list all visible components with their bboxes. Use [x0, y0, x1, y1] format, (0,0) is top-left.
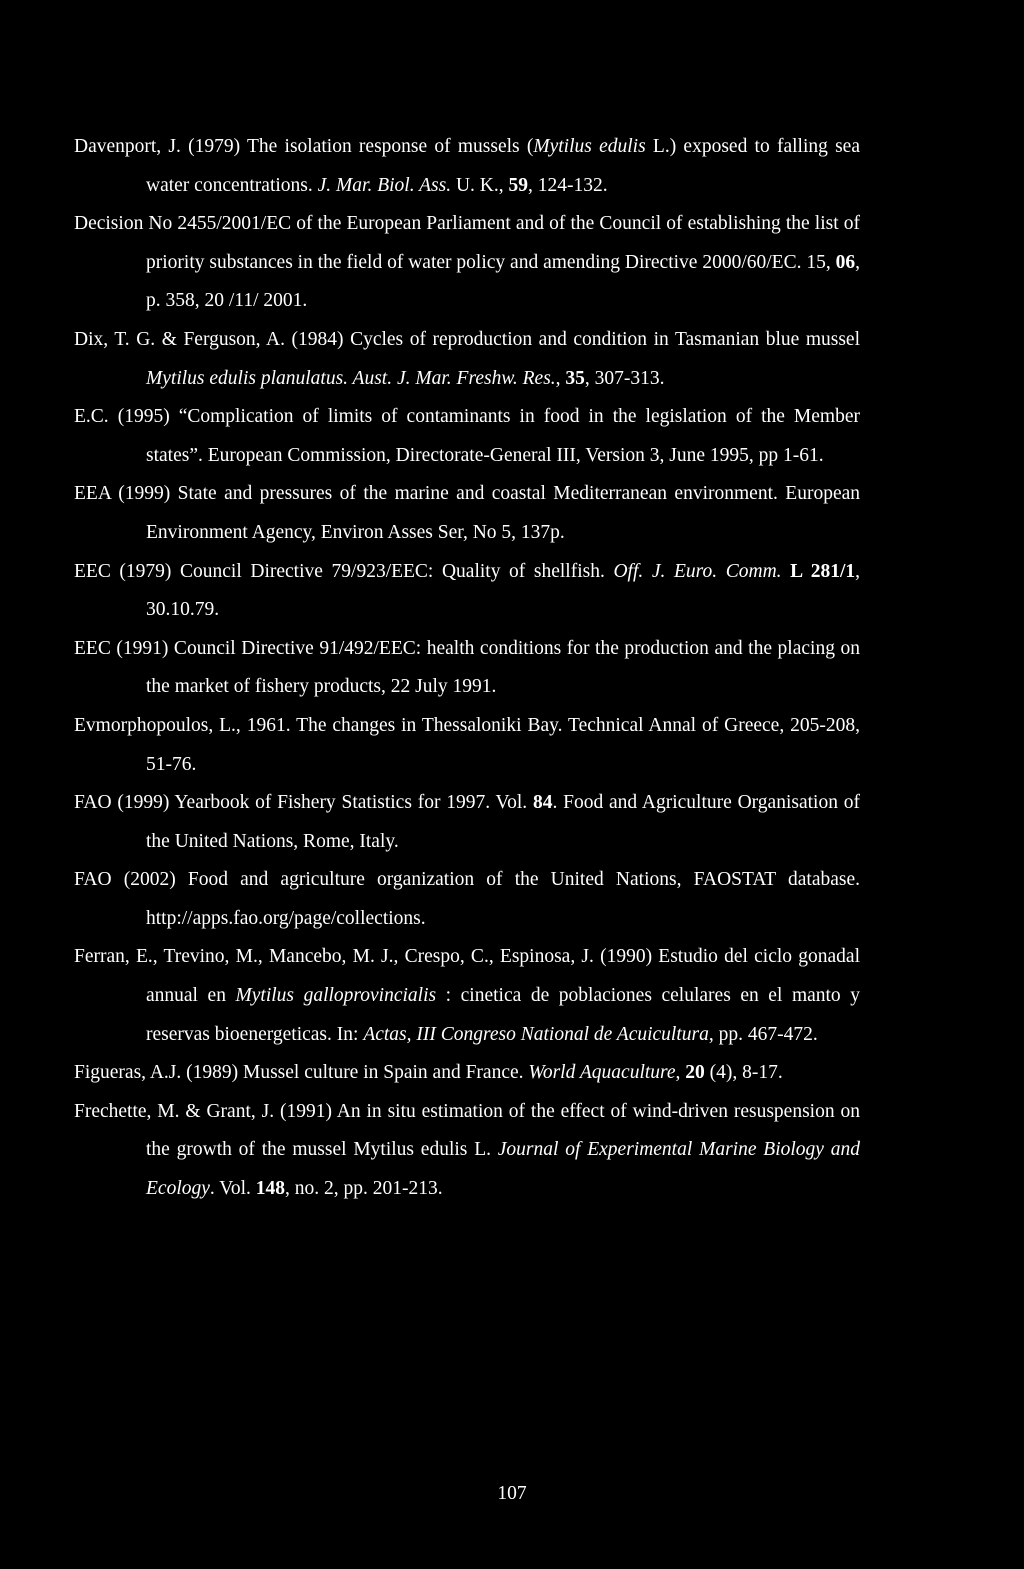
reference-text: FAO (1999) Yearbook of Fishery Statistics for 1997. Vol. — [74, 792, 533, 814]
reference-entry — [74, 205, 860, 321]
reference-bold-text: 06 — [835, 251, 856, 273]
reference-text: , no. 2, pp. 201-213. — [285, 1178, 443, 1200]
reference-text: Decision No 2455/2001/EC of the European Parliament and of the Council of establishing the list of priority substances in the field of water policy and amending Directive 2000/60/EC. 15, — [74, 213, 860, 273]
reference-text: , 307-313. — [584, 367, 665, 389]
reference-italic-text: Mytilus edulis planulatus. Aust. J. Mar. Freshw. Res. — [146, 367, 556, 389]
reference-bold-text: 84 — [532, 792, 553, 814]
reference-entry — [74, 475, 860, 552]
reference-entry — [74, 630, 860, 707]
reference-entry — [74, 938, 860, 1054]
reference-text: EEA (1999) State and pressures of the marine and coastal Mediterranean environment. European Environment Agency, Environ Asses Ser, No 5, 137p. — [74, 483, 860, 543]
reference-entry — [74, 553, 860, 630]
reference-text: , p. 358, 20 /11/ 2001. — [146, 251, 860, 312]
reference-italic-text: J. Mar. Biol. Ass. — [317, 174, 452, 196]
reference-entry — [74, 128, 860, 205]
page-number: 107 — [497, 1483, 527, 1504]
reference-text: EEC (1979) Council Directive 79/923/EEC: Quality of shellfish. — [74, 560, 614, 582]
reference-text: . Vol. — [209, 1178, 256, 1200]
reference-entry — [74, 784, 860, 861]
reference-text: FAO (2002) Food and agriculture organization of the United Nations, FAOSTAT database. http://apps.fao.org/page/collections. — [74, 869, 860, 929]
reference-italic-text: World Aquaculture — [528, 1062, 676, 1084]
reference-italic-text: Mytilus galloprovincialis — [235, 985, 437, 1007]
reference-bold-text: 20 — [685, 1062, 705, 1084]
reference-text: , 30.10.79. — [146, 560, 860, 621]
reference-text: Figueras, A.J. (1989) Mussel culture in Spain and France. — [74, 1062, 529, 1084]
reference-text: Davenport, J. (1979) The isolation response of mussels ( — [74, 136, 534, 157]
reference-bold-text: 59 — [508, 174, 528, 196]
reference-text: , — [675, 1062, 686, 1084]
reference-text: , — [555, 367, 566, 389]
reference-entry — [74, 321, 860, 398]
reference-text: (4), 8-17. — [704, 1062, 783, 1084]
reference-text: Evmorphopoulos, L., 1961. The changes in Thessaloniki Bay. Technical Annal of Greece, 205-208, 51-76. — [74, 714, 860, 775]
reference-entry — [74, 1054, 860, 1093]
reference-text: Ferran, E., Trevino, M., Mancebo, M. J., Crespo, C., Espinosa, J. (1990) Estudio del ciclo gonadal annual en — [74, 946, 860, 1007]
reference-entry — [74, 398, 860, 475]
reference-text: Dix, T. G. & Ferguson, A. (1984) Cycles of reproduction and condition in Tasmanian blue mussel — [74, 328, 860, 350]
reference-text: , pp. 467-472. — [708, 1023, 818, 1045]
reference-text: : cinetica de poblaciones celulares en el manto y reservas bioenergeticas. In: — [146, 985, 860, 1045]
reference-italic-text: Off. J. Euro. Comm. — [613, 560, 782, 582]
reference-list — [74, 128, 860, 1209]
reference-italic-text: Mytilus edulis — [533, 136, 646, 157]
reference-text: . Food and Agriculture Organisation of the United Nations, Rome, Italy. — [146, 792, 860, 852]
reference-bold-text: 148 — [255, 1178, 286, 1200]
reference-entry — [74, 861, 860, 938]
reference-italic-text: Actas, III Congreso National de Acuicultura — [363, 1023, 709, 1045]
reference-entry — [74, 1093, 860, 1209]
reference-text: L.) exposed to falling sea water concentrations. — [146, 136, 860, 196]
reference-text: EEC (1991) Council Directive 91/492/EEC: health conditions for the production and the placing on the market of fishery products, 22 July 1991. — [74, 637, 860, 698]
reference-text: Frechette, M. & Grant, J. (1991) An in situ estimation of the effect of wind-driven resuspension on the growth of the mussel Mytilus edulis L. — [74, 1100, 860, 1161]
reference-text: , 124-132. — [528, 174, 608, 196]
reference-text — [782, 561, 791, 582]
reference-bold-text: 35 — [565, 367, 585, 389]
reference-text: U. K., — [451, 174, 509, 196]
reference-text: E.C. (1995) “Complication of limits of contaminants in food in the legislation of the Member states”. European Commission, Directorate-General III, Version 3, June 1995, pp 1-61. — [74, 406, 860, 466]
reference-bold-text: L 281/1 — [790, 560, 856, 582]
reference-entry — [74, 707, 860, 784]
reference-italic-text: Journal of Experimental Marine Biology and Ecology — [146, 1139, 860, 1200]
